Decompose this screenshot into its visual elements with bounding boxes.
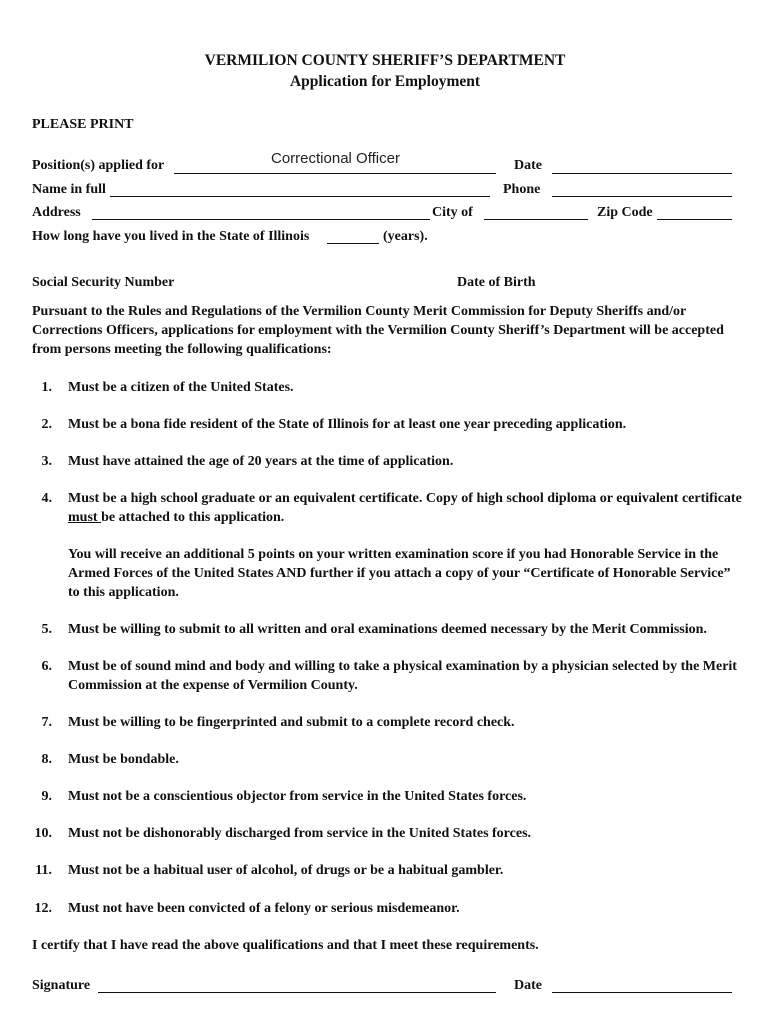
item-text: Must not be a habitual user of alcohol, of drugs or be a habitual gambler. bbox=[68, 863, 504, 878]
item-number: 6. bbox=[41, 659, 52, 674]
certification-statement: I certify that I have read the above qualifications and that I meet these requirements. bbox=[32, 938, 539, 953]
item-text: Must have attained the age of 20 years at the time of application. bbox=[68, 454, 454, 469]
phone-label: Phone bbox=[503, 182, 541, 197]
city-label: City of bbox=[432, 205, 473, 220]
signature-field[interactable] bbox=[98, 992, 496, 993]
item-text-part: Must be a high school graduate or an equivalent certificate. Copy of high school diploma or equivalent certificate bbox=[68, 491, 742, 506]
item-text bbox=[68, 489, 744, 527]
item-text: Must not have been convicted of a felony or serious misdemeanor. bbox=[68, 901, 460, 916]
item-number: 8. bbox=[41, 752, 52, 767]
item-text: Must not be a conscientious objector from service in the United States forces. bbox=[68, 789, 527, 804]
zip-label: Zip Code bbox=[597, 205, 653, 220]
phone-field[interactable] bbox=[552, 196, 732, 197]
honorable-service-note: You will receive an additional 5 points on your written examination score if you had Honorable Service in the Armed Forces of the United States AND further if you attach a copy of your “Certificate of Honorable Service” to this application. bbox=[68, 547, 731, 600]
address-field[interactable] bbox=[92, 219, 430, 220]
item-number: 10. bbox=[34, 826, 52, 841]
date-label: Date bbox=[514, 158, 542, 173]
name-field[interactable] bbox=[110, 196, 490, 197]
signature-date-label: Date bbox=[514, 978, 542, 993]
signature-date-field[interactable] bbox=[552, 992, 732, 993]
position-label: Position(s) applied for bbox=[32, 158, 165, 173]
item-text-part: be attached to this application. bbox=[101, 510, 285, 525]
item-number: 7. bbox=[41, 715, 52, 730]
item-text: Must not be dishonorably discharged from service in the United States forces. bbox=[68, 826, 532, 841]
date-field[interactable] bbox=[552, 173, 732, 174]
zip-field[interactable] bbox=[657, 219, 732, 220]
city-field[interactable] bbox=[484, 219, 588, 220]
item-text-underlined: must bbox=[68, 510, 102, 525]
item-text: Must be a citizen of the United States. bbox=[68, 380, 294, 395]
page-subtitle: Application for Employment bbox=[289, 73, 481, 90]
page-title: VERMILION COUNTY SHERIFF’S DEPARTMENT bbox=[204, 52, 566, 69]
item-text: Must be bondable. bbox=[68, 752, 179, 767]
item-number: 3. bbox=[41, 454, 52, 469]
signature-label: Signature bbox=[32, 978, 91, 993]
item-number: 5. bbox=[41, 622, 52, 637]
intro-paragraph: Pursuant to the Rules and Regulations of the Vermilion County Merit Commission for Deputy Sheriffs and/or Corrections Officers, applications for employment with the Vermilion County Sheriff’s Department will be accepted from persons meeting the following qualifications: bbox=[32, 304, 724, 357]
item-text: Must be willing to be fingerprinted and submit to a complete record check. bbox=[68, 715, 515, 730]
item-number: 11. bbox=[35, 863, 52, 878]
item-number: 1. bbox=[41, 380, 52, 395]
residency-suffix: (years). bbox=[383, 229, 428, 244]
item-number: 4. bbox=[41, 491, 52, 506]
item-text: Must be of sound mind and body and willing to take a physical examination by a physician selected by the Merit Commission at the expense of Vermilion County. bbox=[68, 659, 737, 693]
item-number: 2. bbox=[41, 417, 52, 432]
residency-field[interactable] bbox=[327, 243, 379, 244]
ssn-label: Social Security Number bbox=[32, 275, 175, 290]
dob-label: Date of Birth bbox=[457, 275, 536, 290]
item-text: Must be willing to submit to all written and oral examinations deemed necessary by the Merit Commission. bbox=[68, 622, 707, 637]
item-number: 9. bbox=[41, 789, 52, 804]
item-text: Must be a bona fide resident of the State of Illinois for at least one year preceding application. bbox=[68, 417, 627, 432]
residency-label: How long have you lived in the State of Illinois bbox=[32, 229, 310, 244]
name-label: Name in full bbox=[32, 182, 106, 197]
please-print-label: PLEASE PRINT bbox=[32, 117, 134, 132]
item-number: 12. bbox=[34, 901, 52, 916]
position-field[interactable] bbox=[174, 173, 496, 174]
address-label: Address bbox=[32, 205, 81, 220]
position-value[interactable]: Correctional Officer bbox=[271, 150, 400, 167]
